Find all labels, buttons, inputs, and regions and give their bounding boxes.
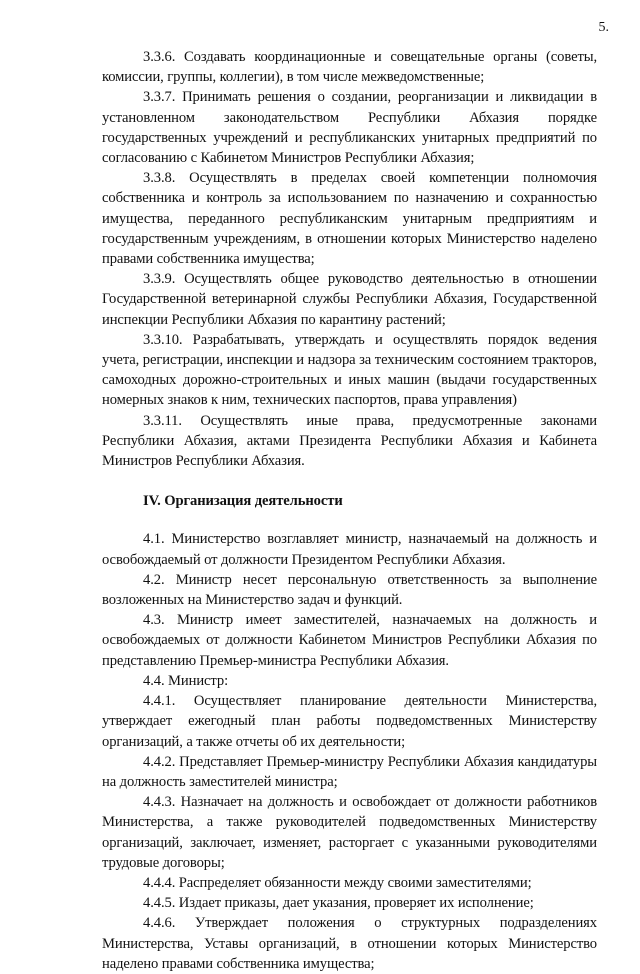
paragraph-4-4-1: 4.4.1. Осуществляет планирование деятельности Министерства, утверждает ежегодный план работы подведомственных Министерству организаций, а также отчеты об их деятельности; — [102, 693, 597, 750]
paragraph-4-4: 4.4. Министр: — [143, 672, 229, 689]
paragraph-3-3-6: 3.3.6. Создавать координационные и совещательные органы (советы, комиссии, группы, коллегии), в том числе межведомственные; — [102, 49, 597, 86]
paragraph-3-3-11: 3.3.11. Осуществлять иные права, предусмотренные законами Республики Абхазия, актами Президента Республики Абхазия и Кабинета Министров Республики Абхазия. — [102, 412, 597, 470]
paragraph-3-3-8: 3.3.8. Осуществлять в пределах своей компетенции полномочия собственника и контроль за использованием по назначению и сохранностью имущества, переданного республиканским унитарным предприятиям и государственным учреждениям, в отношении которых Министерство наделено правами собственника имущества; — [102, 170, 597, 268]
paragraph-4-4-2: 4.4.2. Представляет Премьер-министру Республики Абхазия кандидатуры на должность заместителей министра; — [102, 753, 597, 790]
paragraph-4-4-3: 4.4.3. Назначает на должность и освобождает от должности работников Министерства, а также руководителей подведомственных Министерству организаций, заключает, изменяет, расторгает с указанными руководителями трудовые договоры; — [102, 794, 597, 871]
paragraph-4-4-4: 4.4.4. Распределяет обязанности между своими заместителями; — [143, 874, 532, 891]
paragraph-3-3-10: 3.3.10. Разрабатывать, утверждать и осуществлять порядок ведения учета, регистрации, инспекции и надзора за техническим состоянием тракторов, самоходных дорожно-строительных и иных машин (выдачи государственных номерных знаков к ним, технических паспортов, права управления) — [102, 331, 597, 409]
paragraph-3-3-7: 3.3.7. Принимать решения о создании, реорганизации и ликвидации в установленном законодательством Республики Абхазия порядке государственных учреждений и республиканских унитарных предприятий по согласованию с Кабинетом Министров Республики Абхазия; — [102, 89, 597, 167]
paragraph-4-4-5: 4.4.5. Издает приказы, дает указания, проверяет их исполнение; — [143, 895, 534, 912]
document-body — [102, 47, 597, 974]
paragraph-3-3-9: 3.3.9. Осуществлять общее руководство деятельностью в отношении Государственной ветеринарной службы Республики Абхазия, Государственной инспекции Республики Абхазия по карантину растений; — [102, 271, 597, 328]
paragraph-4-4-6: 4.4.6. Утверждает положения о структурных подразделениях Министерства, Уставы организаций, в отношении которых Министерство наделено правами собственника имущества; — [102, 915, 597, 972]
section-heading: IV. Организация деятельности — [143, 493, 343, 510]
paragraph-4-1: 4.1. Министерство возглавляет министр, назначаемый на должность и освобождаемый от должности Президентом Республики Абхазия. — [102, 531, 597, 568]
paragraph-4-3: 4.3. Министр имеет заместителей, назначаемых на должность и освобождаемых от должности Кабинетом Министров Республики Абхазия по представлению Премьер-министра Республики Абхазия. — [102, 612, 597, 669]
page-number: 5. — [598, 20, 609, 35]
paragraph-4-2: 4.2. Министр несет персональную ответственность за выполнение возложенных на Министерство задач и функций. — [102, 571, 597, 609]
